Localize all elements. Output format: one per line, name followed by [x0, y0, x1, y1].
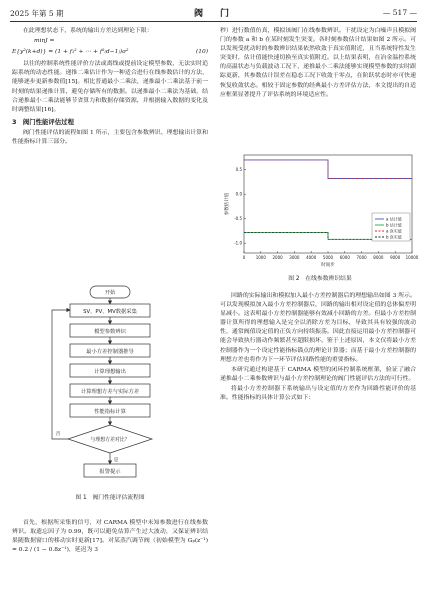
paragraph: 首先，根据所采集的信号，对 CARMA 模型中未知参数进行在线参数辨识。取遗忘因子为 0.99，既可以避免估算产生过大波动，又保证辨识结果随数据窗口的移动实时更新[17]。对某蒸汽调节阀（初始模型为 Gₚ(z⁻¹) = 0.2 / (1 − 0.8z⁻¹)，延迟为 3 [12, 520, 208, 554]
chart-svg [222, 149, 418, 271]
section-heading: 3 阀门性能评估过程 [12, 117, 74, 126]
flow-step-label: 计算理想输出 [94, 369, 126, 375]
right-column [220, 27, 416, 101]
flow-step-label: SV、PV、MV数据采集 [83, 309, 137, 315]
legend-label: a 真实值 [386, 228, 402, 234]
x-axis-label: 时间步 [321, 263, 335, 268]
y-axis-label: 参数估计值 [225, 192, 230, 216]
flow-start-label: 开始 [104, 290, 116, 296]
y-tick-label: 0.0 [235, 191, 242, 197]
equation-body: E{y²(k+d)} = (1 + f₁² + ⋯ + f²₍d−1₎)σ² [12, 49, 129, 56]
x-tick-label: 1000 [255, 255, 266, 260]
flow-step-label: 模型参数辨识 [94, 329, 126, 335]
right-column-bottom [220, 292, 416, 404]
equation-number: (10) [195, 49, 208, 56]
left-column [12, 27, 208, 148]
x-tick-label: 2000 [272, 255, 283, 260]
paragraph: 将最小方差控制器下系统输出与设定值的方差作为回路性能评价的基准。性能指标的具体计算公式如下： [220, 385, 416, 402]
flow-yes-label: 是 [113, 458, 119, 463]
x-tick-label: 10000 [405, 255, 418, 260]
figure-1-caption: 图 1 阀门性能评估流程图 [75, 495, 145, 501]
left-column-bottom [12, 519, 208, 555]
x-tick-label: 3000 [289, 255, 300, 260]
flow-end-label: 报警提示 [99, 469, 121, 475]
paragraph: 在此理想状态下，系统的输出方差达到理论下限： [23, 28, 153, 34]
flow-no-label: 否 [55, 432, 61, 437]
y-tick-label: -1.0 [234, 240, 242, 246]
flowchart-svg [12, 282, 208, 514]
y-tick-label: 0.5 [235, 167, 242, 173]
x-tick-label: 4000 [306, 255, 317, 260]
y-tick-label: -0.5 [234, 216, 242, 222]
paragraph: 以往的控制系统性能评价方法或离线或提前设定模型参数，无法实时追踪系统的动态性能。递推二乘估计作为一种适合进行在线参数估计的方法，能够逐步更新参数值[15]。相比普通最小二乘法，递推最小二乘法基于前一时刻的结果递推计算，避免存储所有的数据。以递推最小二乘法为基础，结合递推最小二乘法能够节省算力和数据存储资源，并根据输入数据的变化及时调整结果[16]。 [12, 61, 208, 113]
figure-2-caption: 图 2 在线参数辨识结果 [288, 276, 352, 282]
header-rule [10, 21, 417, 22]
flow-decision-label: 与理想方差对比？ [90, 437, 130, 443]
legend-label: b 真实值 [386, 234, 402, 240]
x-tick-label: 7000 [356, 255, 367, 260]
flow-step-label: 性能指标计算 [94, 409, 126, 415]
equation-10 [12, 48, 208, 57]
page-number: — 517 — [382, 8, 417, 17]
equation-min: minJ = [34, 38, 55, 45]
paragraph: 本研究通过构建基于 CARMA 模型的闭环控制系统框架，验证了融合递推最小二乘参数辨识与最小方差控制理论的阀门性能评估方法的可行性。 [220, 366, 416, 382]
flowchart-figure [12, 282, 208, 514]
x-tick-label: 0 [242, 255, 246, 260]
journal-title: 阀 门 [193, 9, 234, 19]
paragraph: 回路的实际输出和模拟加入最小方差控制器后的理想输出如图 3 所示。可以发现模拟加入最小方差控制器后，回路的输出相对设定值的总体偏差明显减小。这表明最小方差控制器能够有效减小回路的方差。但最小方差控制器计算所得的理想输入是完全以消除方差为目标，导致其具有较强的波动性，通常阀值设定值的正负方向持续振荡。因此直接运用最小方差控制器可能会导致执行器动作频繁甚至超限损坏。鉴于上述原因，本文仅将最小方差控制器作为一个设定性能指标锚点的理论计算器；而基于最小方差控制器的理想方差也将作为下一环节评估回路性能的重要指标。 [220, 293, 416, 363]
running-header [10, 6, 417, 20]
flow-step-label: 计算理想方差与实际方差 [80, 389, 140, 395]
paragraph: 阀门性能评估的流程如图 1 所示，主要包含参数辨识、理想输出计算和性能指标计算三部分。 [12, 129, 208, 146]
figure-2-chart [222, 149, 418, 281]
paragraph: 秒）进行数值仿真，模拟该阀门在线参数辨识。干扰设定为白噪声且模拟阀门的参数 a 和 b 在某时刻发生突变。各时刻参数估计结果如图 2 所示。可以发现受扰动时的参数辨识结果依然收敛于真实值附近，且当系统特性发生突变时，估计值能快速切换至真实值附近。以上结果表明，在冶金温控系统的高温状态与负载波动工况下，递推最小二乘法能够实现模型参数的实时跟踪更新，其参数估计误差在稳态工况下收敛于零点，在阶跃状态时亦可快速恢复收敛状态。相较于固定参数的经典最小方差评估方法，本文提出的自适应框架显著提升了评估系统的环境适应性。 [220, 28, 416, 98]
legend-label: b 估计值 [386, 222, 402, 228]
flow-step-label: 最小方差控制器推导 [86, 349, 134, 355]
x-tick-label: 8000 [373, 255, 384, 260]
x-tick-label: 6000 [339, 255, 350, 260]
issue-label: 2025 年第 5 期 [10, 9, 64, 18]
x-tick-label: 9000 [390, 255, 401, 260]
legend-label: a 估计值 [386, 216, 402, 222]
x-tick-label: 5000 [322, 255, 334, 260]
